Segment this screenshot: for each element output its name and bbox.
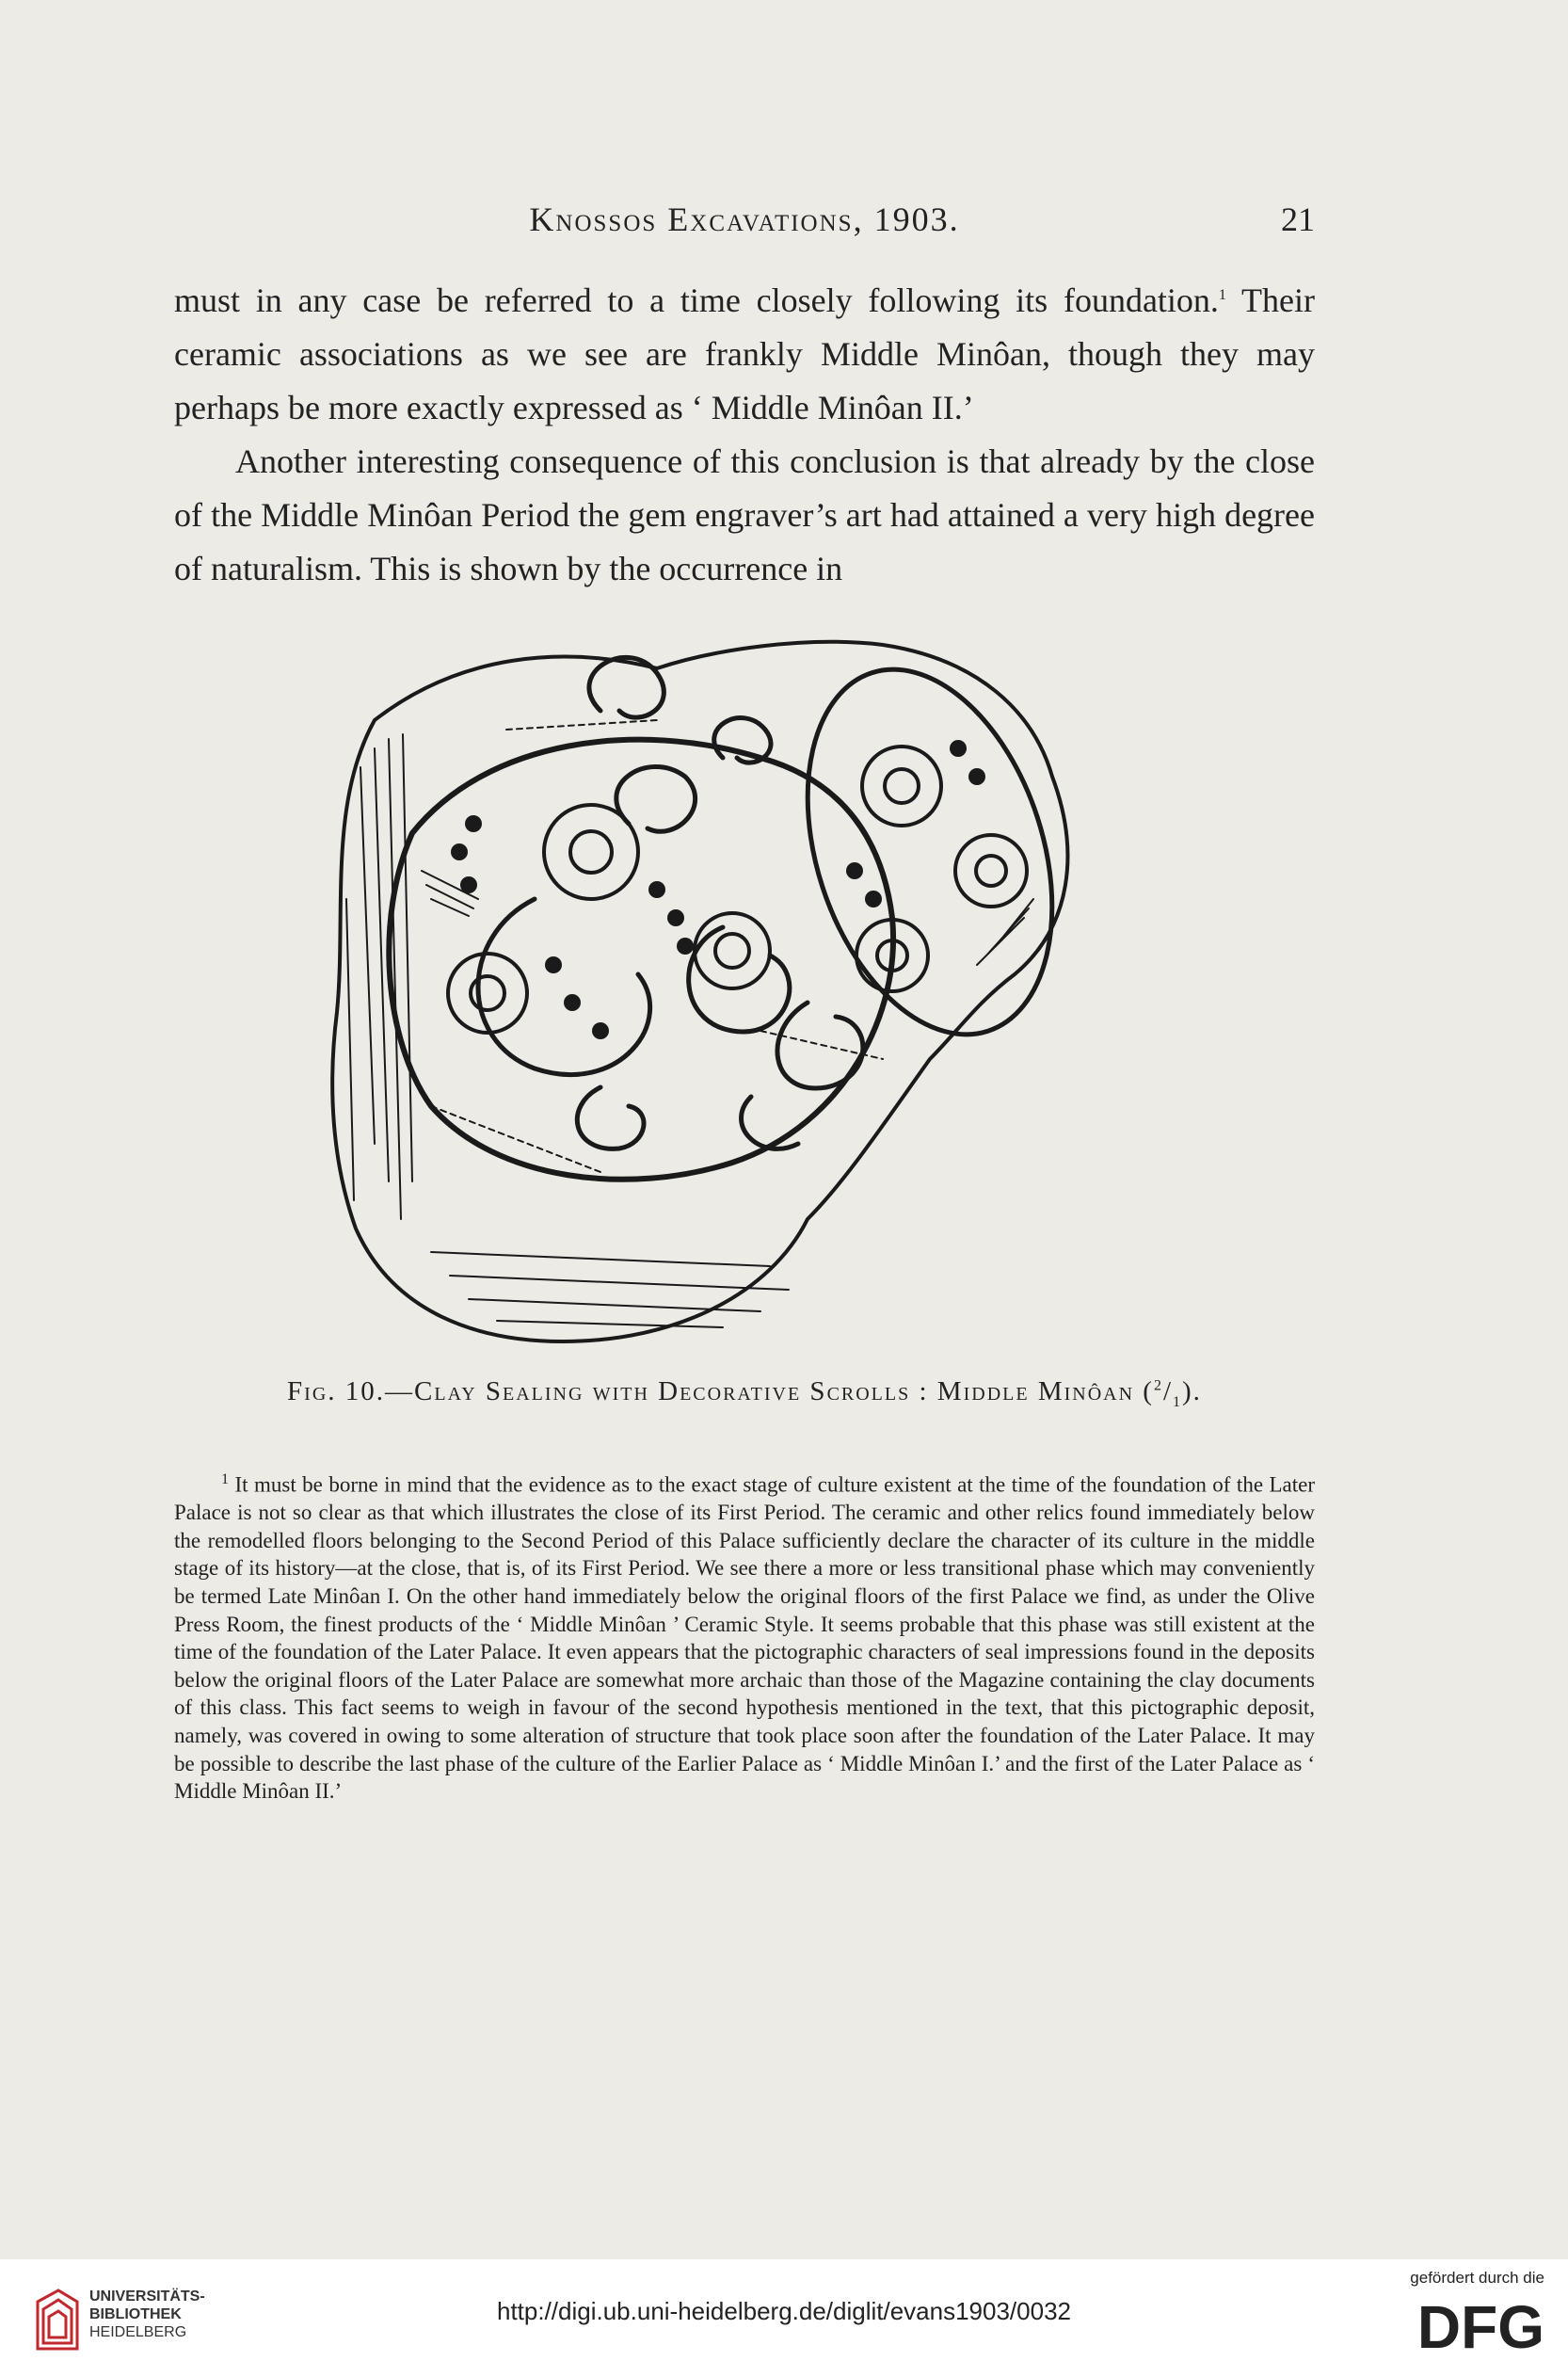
footnotes (174, 1466, 1315, 1806)
library-line: BIBLIOTHEK (89, 2306, 182, 2322)
footnote-mark: 1 (221, 1471, 229, 1487)
sponsor-text: gefördert durch die (1410, 2269, 1544, 2287)
footnote-reference[interactable]: 1 (1218, 287, 1226, 303)
page-number: 21 (1281, 201, 1315, 238)
permalink-url[interactable]: http://digi.ub.uni-heidelberg.de/diglit/evans1903/0032 (496, 2297, 1071, 2325)
scale-denominator: 1 (1173, 1393, 1183, 1410)
running-head (174, 200, 1315, 247)
footnote-text: It must be borne in mind that the evidence as to the exact stage of culture existent at the time of the foundation of the Later Palace is not so clear as that which illustrates the close of its First Period. The ceramic and other relics found immediately below the remodelled floors belonging to the Second Period of this Palace sufficiently declare the character of its culture in the middle stage of its history—at the close, that is, of its First Period. We see there a more or less transitional phase which may conveniently be termed Late Minôan I. On the other hand immediately below the original floors of the first Palace we find, as under the Olive Press Room, the finest products of the ‘ Middle Minôan ’ Ceramic Style. It seems probable that this phase was still existent at the time of the foundation of the Later Palace. It even appears that the pictographic characters of seal impressions found in the deposits below the original floors of the Later Palace are somewhat more archaic than those of the Magazine containing the clay documents of this class. This fact seems to weigh in favour of the second hypothesis mentioned in the text, that this pictographic deposit, namely, was covered in owing to some alteration of structure that took place soon after the foundation of the Later Palace. It may be possible to describe the last phase of the culture of the Earlier Palace as ‘ Middle Minôan I.’ and the first of the Later Palace as ‘ Middle Minôan II.’ (174, 1472, 1316, 1804)
library-line: UNIVERSITÄTS- (89, 2289, 205, 2305)
sponsor-block (1356, 2269, 1544, 2362)
clay-sealing-illustration (318, 617, 1158, 1363)
library-line: HEIDELBERG (89, 2324, 187, 2340)
running-title: Knossos Excavations, 1903. (529, 201, 960, 238)
paragraph-text: Their ceramic associations as we see are frankly Middle Minôan, though they may perhaps be more exactly expressed as ‘ Middle Minôan II.’ (174, 281, 1315, 426)
footnote (174, 1466, 1315, 1806)
caption-end: ). (1182, 1376, 1202, 1406)
scale-numerator: 2 (1153, 1377, 1163, 1394)
body-text (174, 268, 1315, 596)
caption-text: Fig. 10.—Clay Sealing with Decorative Scrolls : Middle Minôan ( (287, 1376, 1154, 1406)
figure-caption: Fig. 10.—Clay Sealing with Decorative Scrolls : Middle Minôan $(^2/_1)$. (287, 1376, 1202, 1410)
dfg-logo-icon[interactable] (1403, 2289, 1544, 2357)
paragraph (174, 268, 1315, 435)
paragraph-text: Another interesting consequence of this conclusion is that already by the close of the Middle Minôan Period the gem engraver’s art had attained a very high degree of naturalism. This is shown by the occurrence in (174, 442, 1315, 587)
paragraph-text: must in any case be referred to a time closely following its foundation. (174, 281, 1219, 319)
paragraph (174, 435, 1315, 596)
dfg-logo-text: DFG (1416, 2293, 1544, 2357)
